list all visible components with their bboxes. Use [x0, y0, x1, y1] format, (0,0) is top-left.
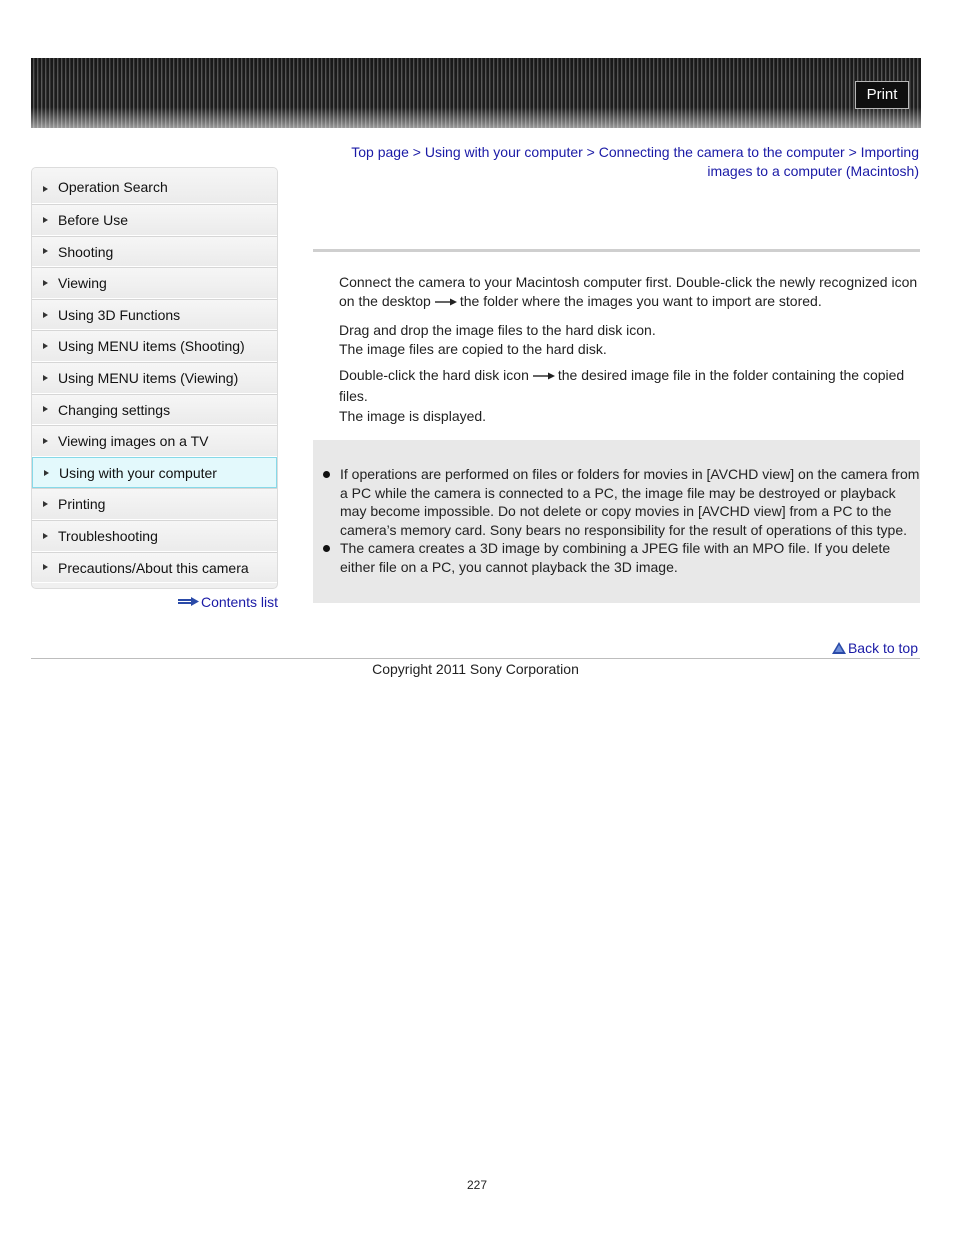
- sidebar-item-troubleshooting[interactable]: [32, 520, 277, 552]
- breadcrumb: [320, 143, 919, 181]
- sidebar-item-label: Troubleshooting: [58, 527, 158, 544]
- sidebar-item-printing[interactable]: [32, 488, 277, 520]
- sidebar-item-label: Printing: [58, 496, 106, 513]
- step-2: [339, 321, 919, 359]
- step-1: [339, 273, 919, 311]
- page-number: 227: [466, 1178, 488, 1192]
- breadcrumb-top-page[interactable]: Top page: [351, 144, 409, 160]
- note-item: [340, 539, 920, 576]
- sidebar-item-label: Shooting: [58, 243, 114, 260]
- title-divider: [313, 249, 920, 252]
- triangle-right-icon: [43, 533, 48, 539]
- sidebar-item-precautions[interactable]: [32, 552, 277, 584]
- triangle-right-icon: [43, 438, 48, 444]
- step-2-line-1: Drag and drop the image files to the hard disk icon.: [339, 322, 656, 338]
- breadcrumb-importing-images[interactable]: Importing images to a computer (Macintosh): [707, 144, 919, 179]
- triangle-right-icon: [43, 248, 48, 254]
- sidebar-item-before-use[interactable]: [32, 204, 277, 236]
- triangle-right-icon: [44, 470, 49, 476]
- triangle-right-icon: [43, 406, 48, 412]
- footer-divider: [31, 658, 920, 659]
- print-button[interactable]: Print: [855, 81, 909, 109]
- step-1-text-after: the folder where the images you want to import are stored.: [459, 293, 822, 309]
- sidebar-item-3d-functions[interactable]: [32, 299, 277, 331]
- contents-list-link[interactable]: [175, 593, 278, 611]
- step-3-line-2: The image is displayed.: [339, 408, 487, 424]
- sidebar-item-label: Using MENU items (Viewing): [58, 369, 239, 386]
- triangle-right-icon: [43, 312, 48, 318]
- note-text: If operations are performed on files or folders for movies in [AVCHD view] on the camera from a PC while the camera is connected to a PC, the image file may be destroyed or playback may become impossible. Do not delete or copy movies in [AVCHD view] from a PC to the camera’s memory card. Sony bears no responsibility for the result of operations of this type.: [340, 466, 920, 538]
- sidebar-item-label: Changing settings: [58, 401, 171, 418]
- sidebar-item-viewing-on-tv[interactable]: [32, 425, 277, 457]
- triangle-right-icon: [43, 217, 48, 223]
- breadcrumb-separator: >: [412, 144, 421, 160]
- contents-list-label: Contents list: [200, 594, 278, 610]
- triangle-up-icon: [832, 642, 846, 654]
- sidebar-item-using-with-computer[interactable]: [32, 457, 277, 489]
- breadcrumb-using-with-computer[interactable]: Using with your computer: [424, 144, 583, 160]
- triangle-right-icon: [43, 564, 48, 570]
- sidebar-item-label: Precautions/About this camera: [58, 559, 249, 576]
- breadcrumb-separator: >: [586, 144, 595, 160]
- triangle-right-icon: [43, 343, 48, 349]
- breadcrumb-separator: >: [848, 144, 857, 160]
- step-2-line-2: The image files are copied to the hard disk.: [339, 341, 607, 357]
- long-arrow-right-icon: [533, 372, 555, 380]
- triangle-right-icon: [43, 186, 48, 192]
- sidebar-item-viewing[interactable]: [32, 267, 277, 299]
- step-3: [339, 365, 919, 426]
- double-arrow-right-icon: [178, 597, 199, 606]
- note-text: The camera creates a 3D image by combining a JPEG file with an MPO file. If you delete either file on a PC, you cannot playback the 3D image.: [340, 540, 891, 575]
- sidebar-item-label: Using with your computer: [59, 464, 217, 481]
- note-list: [340, 465, 920, 576]
- sidebar-item-label: Using 3D Functions: [58, 306, 181, 323]
- sidebar-item-menu-viewing[interactable]: [32, 362, 277, 394]
- sidebar-item-label: Before Use: [58, 212, 129, 228]
- sidebar-item-operation-search[interactable]: [32, 168, 277, 204]
- back-to-top-label: Back to top: [847, 640, 918, 656]
- step-3-text-before: Double-click the hard disk icon: [339, 367, 529, 383]
- sidebar-item-changing-settings[interactable]: [32, 394, 277, 426]
- step-3-text-after: the desired image file in the folder containing the copied files.: [339, 367, 905, 404]
- sidebar-item-label: Operation Search: [58, 179, 168, 195]
- sidebar-item-menu-shooting[interactable]: [32, 330, 277, 362]
- header-bar: [31, 58, 921, 128]
- long-arrow-right-icon: [435, 298, 457, 306]
- copyright: Copyright 2011 Sony Corporation: [372, 661, 579, 677]
- note-item: [340, 465, 920, 539]
- sidebar-item-label: Viewing: [58, 275, 107, 292]
- step-1-text-before: Connect the camera to your Macintosh computer first. Double-click the newly recognized icon on the desktop: [339, 274, 918, 309]
- breadcrumb-connecting-camera[interactable]: Connecting the camera to the computer: [598, 144, 845, 160]
- back-to-top-link[interactable]: [760, 639, 918, 657]
- triangle-right-icon: [43, 375, 48, 381]
- bullet-icon: [323, 545, 330, 552]
- sidebar-item-shooting[interactable]: [32, 236, 277, 268]
- bullet-icon: [323, 471, 330, 478]
- sidebar-nav: [31, 167, 278, 589]
- triangle-right-icon: [43, 280, 48, 286]
- sidebar-item-label: Viewing images on a TV: [58, 433, 209, 450]
- triangle-right-icon: [43, 501, 48, 507]
- sidebar-item-label: Using MENU items (Shooting): [58, 338, 245, 355]
